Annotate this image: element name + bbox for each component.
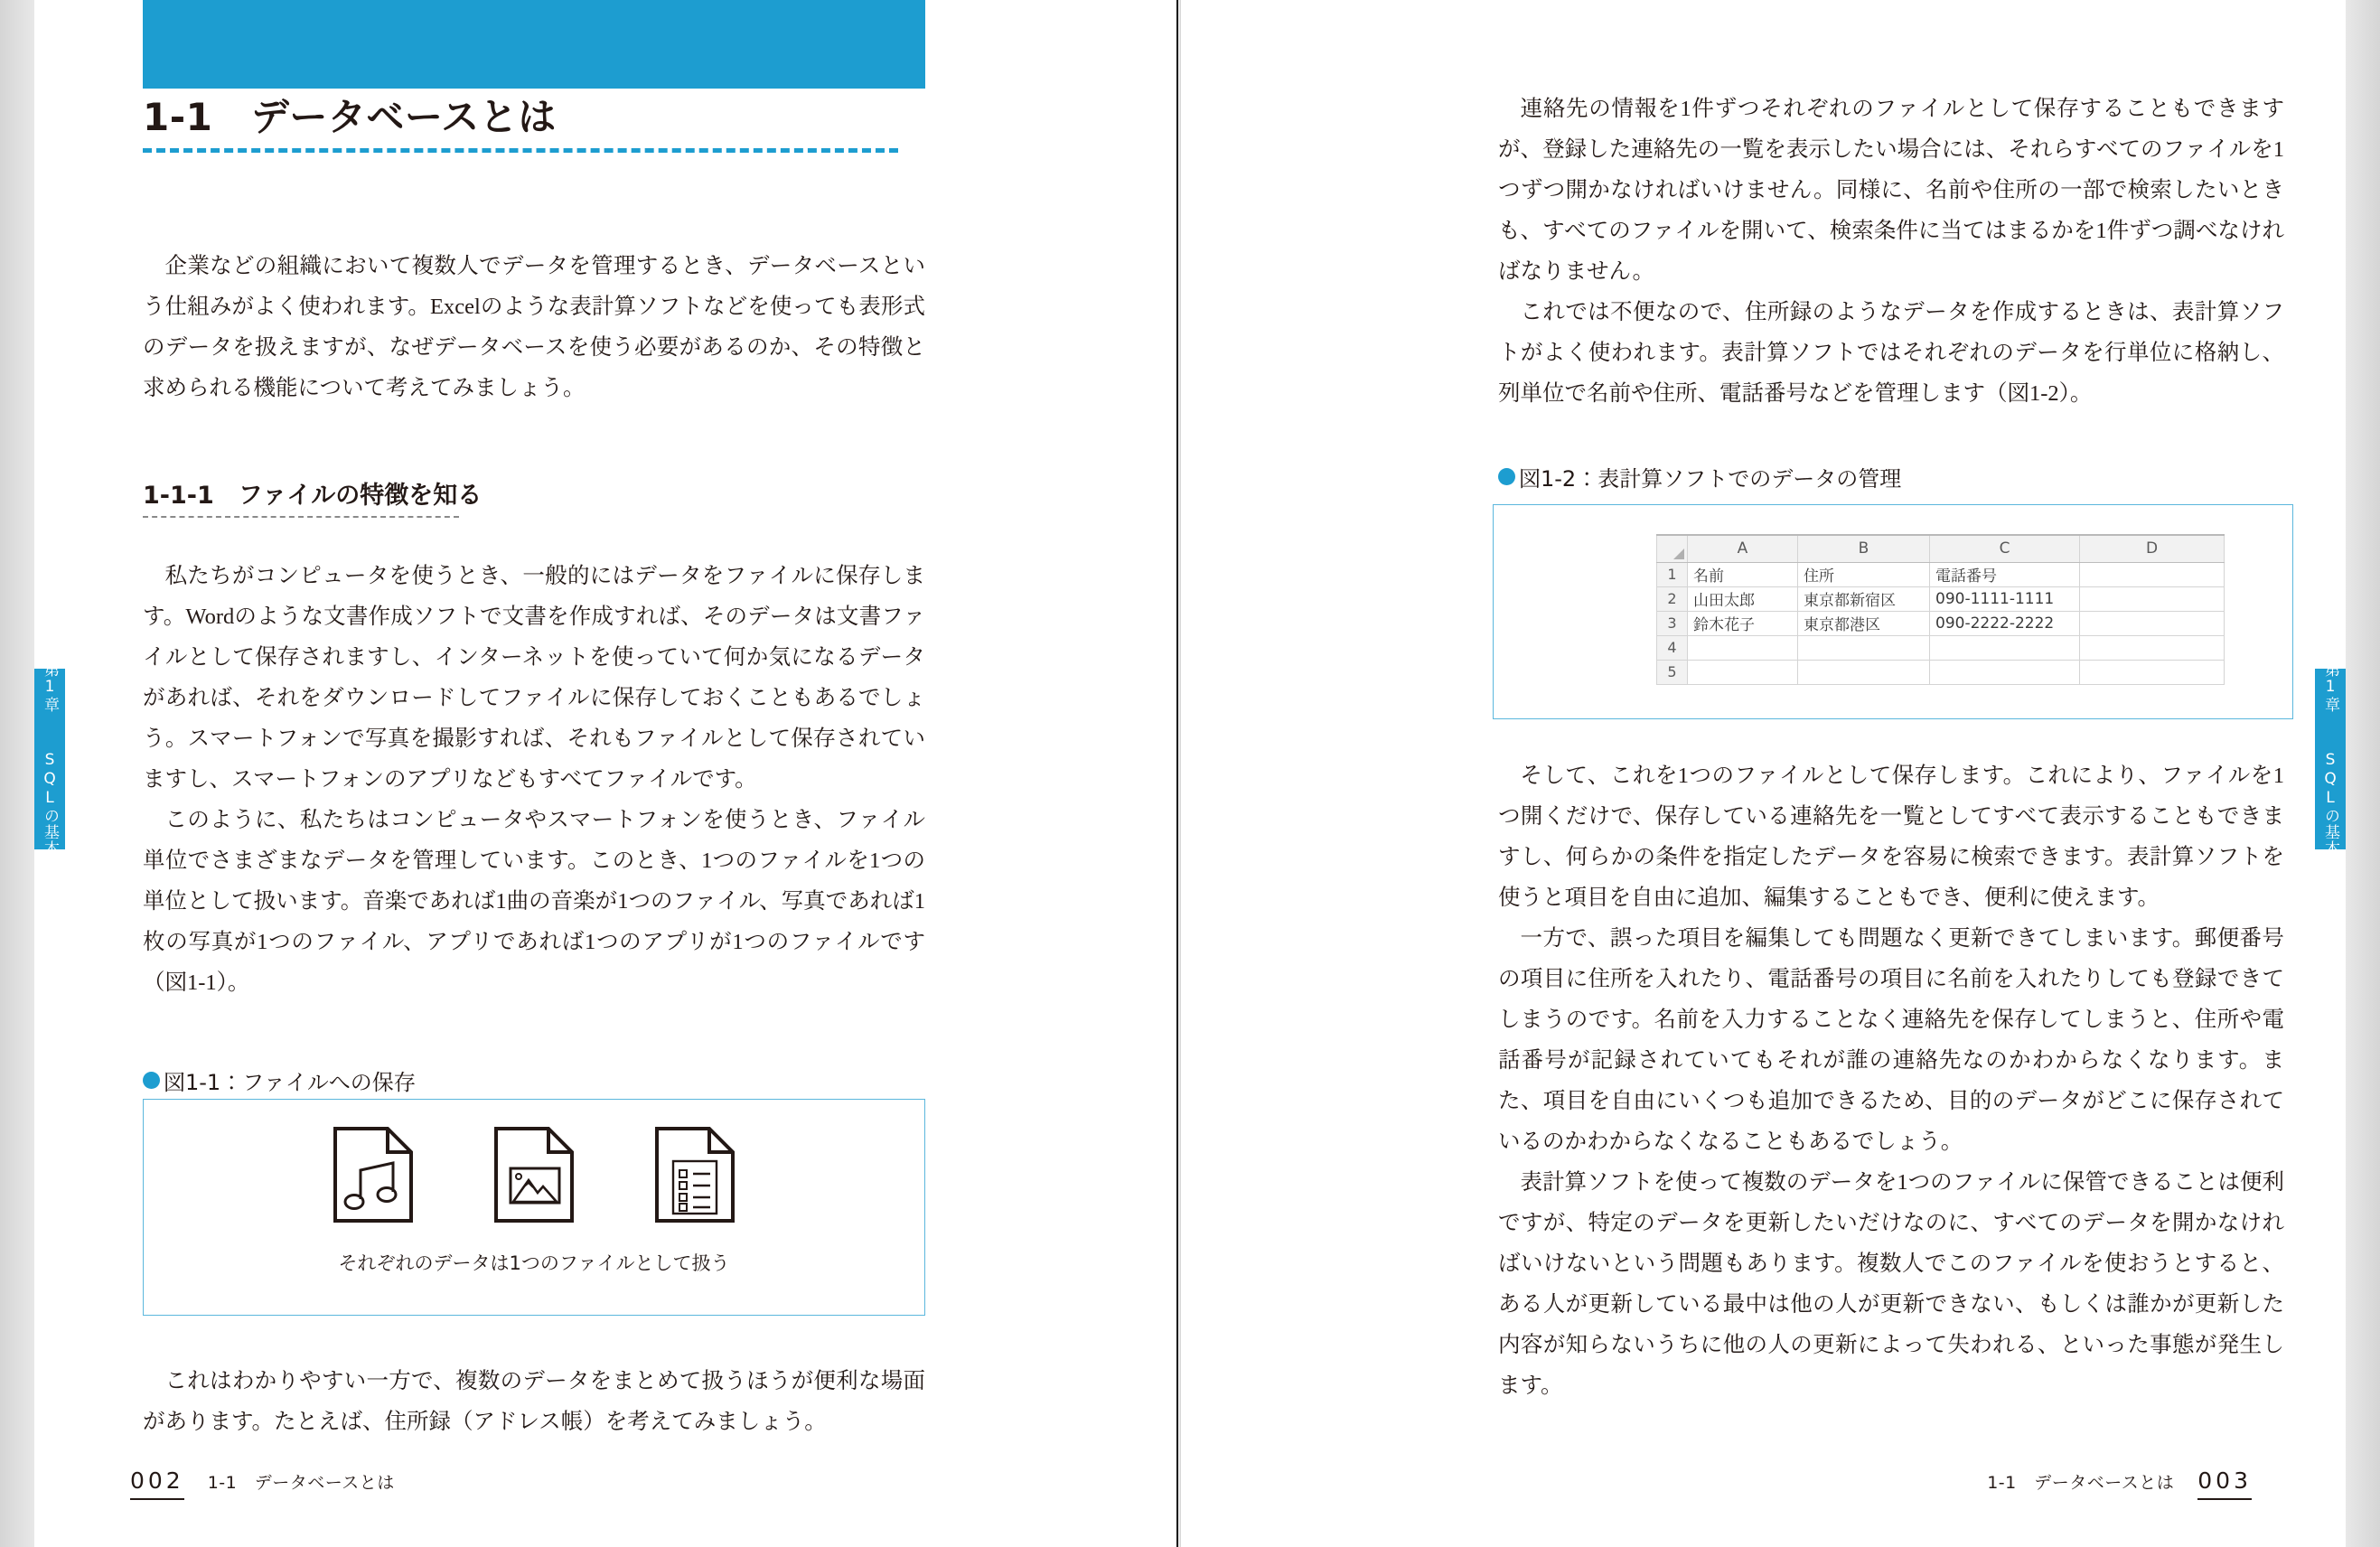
figure-caption-text: 図1-2：表計算ソフトでのデータの管理 (1519, 466, 1902, 492)
select-all-corner[interactable] (1657, 535, 1688, 562)
left-page (34, 0, 1178, 1547)
bullet-icon (143, 1072, 160, 1089)
cell-d5[interactable] (2080, 660, 2225, 684)
right-top-text (1498, 89, 2284, 414)
cell-a3[interactable]: 鈴木花子 (1688, 611, 1798, 635)
page-number: 003 (2197, 1467, 2252, 1500)
table-row (1657, 562, 2225, 586)
row-header-3[interactable]: 3 (1657, 611, 1688, 635)
column-header-a[interactable]: A (1688, 535, 1798, 562)
paragraph: これはわかりやすい一方で、複数のデータをまとめて扱うほうが便利な場面があります。たとえば、住所録（アドレス帳）を考えてみましょう。 (143, 1369, 925, 1434)
cell-c4[interactable] (1930, 635, 2080, 660)
cell-c1[interactable]: 電話番号 (1930, 562, 2080, 586)
right-bottom-text (1498, 755, 2284, 1406)
running-head: 1-1 データベースとは (1987, 1473, 2175, 1493)
paragraph: このように、私たちはコンピュータやスマートフォンを使うとき、ファイル単位でさまざまなデータを管理しています。このとき、1つのファイルを1つの単位として扱います。音楽であれば1曲の音楽が1つのファイル、写真であれば1枚の写真が1つのファイル、アプリであれば1つのアプリが1つのファイルです（図1-1）。 (143, 808, 925, 995)
cell-c3[interactable]: 090-2222-2222 (1930, 611, 2080, 635)
running-head: 1-1 データベースとは (207, 1473, 395, 1493)
figure-caption-text: 図1-1：ファイルへの保存 (164, 1070, 416, 1095)
paragraph: 表計算ソフトを使って複数のデータを1つのファイルに保管できることは便利ですが、特定のデータを更新したいだけなのに、すべてのデータを開かなければいけないという問題もあります。複数人でこのファイルを使おうとすると、ある人が更新している最中は他の人が更新できない、もしくは誰かが更新した内容が知らないうちに他の人の更新によって失われる、といった事態が発生します。 (1498, 1170, 2284, 1398)
left-closing-text (143, 1361, 925, 1442)
page-number: 002 (130, 1467, 184, 1500)
paragraph: 一方で、誤った項目を編集しても問題なく更新できてしまいます。郵便番号の項目に住所を入れたり、電話番号の項目に名前を入れたりしても登録できてしまうのです。名前を入力することなく連絡先を保存してしまうと、住所や電話番号が記録されていてもそれが誰の連絡先なのかわからなくなります。また、項目を自由にいくつも追加できるため、目的のデータがどこに保存されているのかわからなくなることもあるでしょう。 (1498, 926, 2284, 1154)
bullet-icon (1498, 468, 1515, 485)
cell-b5[interactable] (1798, 660, 1930, 684)
list-file-icon (653, 1125, 736, 1224)
cell-d3[interactable] (2080, 611, 2225, 635)
cell-b4[interactable] (1798, 635, 1930, 660)
file-icon-row (144, 1125, 924, 1224)
side-index-tab-left[interactable]: 第1章 SQLの基本 (34, 669, 65, 849)
side-index-tab-right[interactable]: 第1章 SQLの基本 (2315, 669, 2346, 849)
left-page-footer (130, 1467, 395, 1500)
row-header-1[interactable]: 1 (1657, 562, 1688, 586)
subsection-title-rule (143, 516, 459, 518)
column-header-b[interactable]: B (1798, 535, 1930, 562)
section-heading (143, 94, 929, 153)
subsection-heading (143, 480, 911, 518)
cell-b2[interactable]: 東京都新宿区 (1798, 586, 1930, 611)
image-file-icon (492, 1125, 576, 1224)
left-page-edge-shadow (0, 0, 34, 1547)
table-row (1657, 635, 2225, 660)
left-intro-text (143, 246, 925, 408)
table-row (1657, 586, 2225, 611)
right-page-edge-shadow (2346, 0, 2380, 1547)
figure-1-2-frame (1493, 504, 2293, 719)
paragraph: これでは不便なので、住所録のようなデータを作成するときは、表計算ソフトがよく使われます。表計算ソフトではそれぞれのデータを行単位に格納し、列単位で名前や住所、電話番号などを管理します（図1-2）。 (1498, 300, 2284, 406)
spreadsheet[interactable] (1656, 534, 2225, 685)
row-header-4[interactable]: 4 (1657, 635, 1688, 660)
spreadsheet-column-header-row (1657, 535, 2225, 562)
cell-d1[interactable] (2080, 562, 2225, 586)
column-header-c[interactable]: C (1930, 535, 2080, 562)
figure-1-1-frame (143, 1099, 925, 1316)
paragraph: 企業などの組織において複数人でデータを管理するとき、データベースという仕組みがよく使われます。Excelのような表計算ソフトなどを使っても表形式のデータを扱えますが、なぜデータベースを使う必要があるのか、その特徴と求められる機能について考えてみましょう。 (143, 254, 925, 400)
figure-1-1-note: それぞれのデータは1つのファイルとして扱う (338, 1252, 730, 1274)
cell-a4[interactable] (1688, 635, 1798, 660)
paragraph: 連絡先の情報を1件ずつそれぞれのファイルとして保存することもできますが、登録した連絡先の一覧を表示したい場合には、それらすべてのファイルを1つずつ開かなければいけません。同様に、名前や住所の一部で検索したいときも、すべてのファイルを開いて、検索条件に当てはまるかを1件ずつ調べなければなりません。 (1498, 97, 2284, 284)
section-title-rule (143, 148, 898, 153)
column-header-d[interactable]: D (2080, 535, 2225, 562)
music-file-icon (332, 1125, 415, 1224)
figure-1-1-caption (143, 1064, 416, 1096)
right-page-footer (1987, 1467, 2252, 1500)
paragraph: そして、これを1つのファイルとして保存します。これにより、ファイルを1つ開くだけで、保存している連絡先を一覧としてすべて表示することもできますし、何らかの条件を指定したデータを容易に検索できます。表計算ソフトを使うと項目を自由に追加、編集することもでき、便利に使えます。 (1498, 764, 2284, 910)
cell-d4[interactable] (2080, 635, 2225, 660)
table-row (1657, 660, 2225, 684)
cell-c5[interactable] (1930, 660, 2080, 684)
cell-a5[interactable] (1688, 660, 1798, 684)
cell-a1[interactable]: 名前 (1688, 562, 1798, 586)
cell-b1[interactable]: 住所 (1798, 562, 1930, 586)
cell-b3[interactable]: 東京都港区 (1798, 611, 1930, 635)
table-row (1657, 611, 2225, 635)
subsection-title: 1-1-1 ファイルの特徴を知る (143, 482, 483, 510)
cell-c2[interactable]: 090-1111-1111 (1930, 586, 2080, 611)
chapter-color-bar (143, 0, 925, 89)
paragraph: 私たちがコンピュータを使うとき、一般的にはデータをファイルに保存します。Wordのような文書作成ソフトで文書を作成すれば、そのデータは文書ファイルとして保存されますし、インターネットを使っていて何か気になるデータがあれば、それをダウンロードしてファイルに保存しておくこともあるでしょう。スマートフォンで写真を撮影すれば、それもファイルとして保存されていますし、スマートフォンのアプリなどもすべてファイルです。 (143, 564, 925, 792)
figure-1-2-caption (1498, 461, 1901, 492)
cell-a2[interactable]: 山田太郎 (1688, 586, 1798, 611)
cell-d2[interactable] (2080, 586, 2225, 611)
row-header-5[interactable]: 5 (1657, 660, 1688, 684)
row-header-2[interactable]: 2 (1657, 586, 1688, 611)
page-title: 1-1 データベースとは (143, 95, 557, 139)
left-body-text (143, 556, 925, 1003)
